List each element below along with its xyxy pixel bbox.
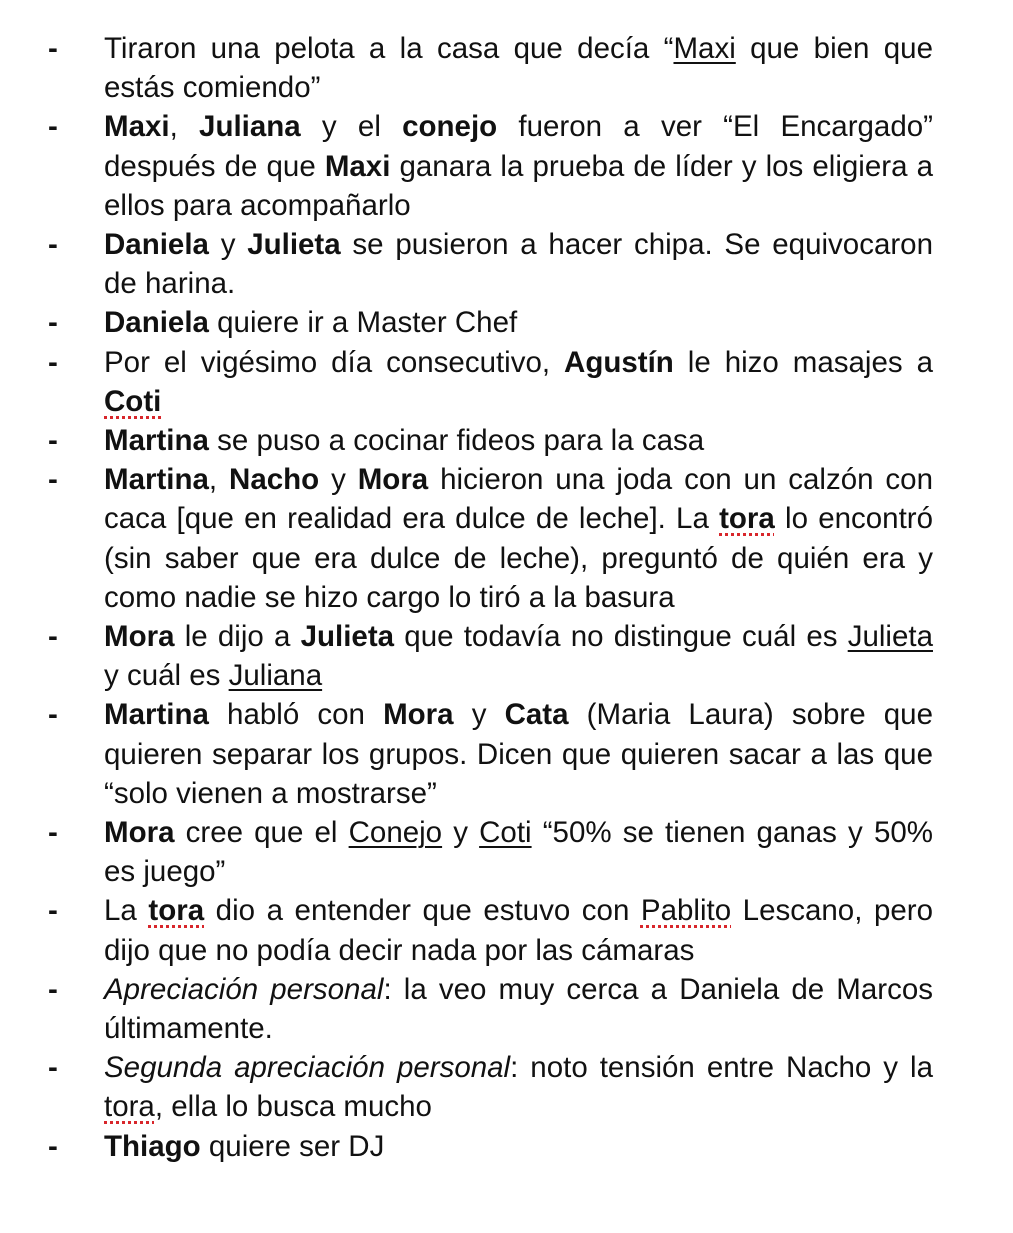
text-segment: se pusieron a hacer chipa. Se equivocaron de harina. — [104, 228, 933, 301]
text-segment: Mora — [104, 816, 175, 850]
text-segment: que bien que estás comiendo” — [104, 32, 933, 105]
bullet-dash: - — [48, 972, 58, 1006]
text-segment: habló con — [208, 698, 384, 732]
bullet-dash: - — [48, 228, 58, 262]
text-segment: Maxi — [673, 32, 736, 65]
list-item-text — [104, 228, 933, 300]
bullet-dash: - — [48, 424, 58, 458]
list-item-text — [104, 463, 933, 614]
list-item-text — [104, 973, 933, 1045]
list-item — [0, 225, 1013, 303]
list-item-text — [104, 1130, 384, 1163]
text-segment: tora — [719, 502, 775, 536]
list-item-text — [104, 698, 933, 809]
list-item-text — [104, 306, 517, 339]
text-segment: Daniela — [104, 228, 209, 262]
text-segment: que todavía no distingue cuál es — [394, 620, 848, 654]
text-segment: lo encontró (sin saber que era dulce de leche), preguntó de quién era y como nadie se hizo cargo lo tiró a la basura — [104, 502, 933, 614]
bullet-dash: - — [48, 894, 58, 928]
list-item-text — [104, 816, 933, 888]
text-segment: conejo — [402, 110, 498, 144]
text-segment: Apreciación personal — [104, 972, 384, 1006]
list-item — [0, 29, 1013, 107]
text-segment: Juliana — [228, 659, 323, 693]
text-segment: Martina — [104, 463, 209, 497]
list-item — [0, 891, 1013, 969]
text-segment: Cata — [504, 698, 569, 732]
text-segment: Conejo — [348, 816, 443, 850]
list-item — [0, 107, 1013, 225]
list-item-text — [104, 620, 933, 692]
text-segment: Agustín — [564, 345, 674, 379]
text-segment: y — [319, 463, 358, 497]
list-item — [0, 1127, 1013, 1166]
text-segment: La — [104, 894, 149, 928]
text-segment: le hizo masajes a — [673, 345, 933, 379]
bullet-dash: - — [48, 306, 58, 340]
text-segment: Maxi — [104, 110, 170, 144]
list-item — [0, 813, 1013, 891]
text-segment: Mora — [383, 698, 454, 732]
bullet-dash: - — [48, 110, 58, 144]
bullet-dash: - — [48, 463, 58, 497]
bullet-dash: - — [48, 816, 58, 850]
text-segment: quiere ser DJ — [200, 1129, 385, 1163]
text-segment: Coti — [479, 816, 532, 850]
text-segment: Pablito — [640, 894, 732, 928]
text-segment: ganara la prueba de líder y los eligiera a ellos para acompañarlo — [104, 149, 933, 222]
list-item-text — [104, 32, 933, 104]
text-segment: tora — [148, 894, 205, 928]
list-item-text — [104, 424, 704, 457]
text-segment: hicieron una joda con un calzón con caca [que en realidad era dulce de leche]. La — [104, 463, 933, 536]
text-segment: Thiago — [104, 1129, 201, 1163]
list-item-text — [104, 110, 933, 221]
text-segment: y — [208, 228, 248, 262]
list-item — [0, 1048, 1013, 1126]
list-item — [0, 617, 1013, 695]
text-segment: , — [208, 463, 230, 497]
text-segment: Julieta — [847, 620, 933, 654]
text-segment: Mora — [357, 463, 429, 497]
text-segment: “50% se tienen ganas y 50% es juego” — [104, 816, 933, 889]
text-segment: Julieta — [247, 228, 341, 262]
text-segment: (Maria Laura) sobre que quieren separar los grupos. Dicen que quieren sacar a las que “solo vienen a mostrarse” — [104, 698, 933, 810]
list-item-text — [104, 1051, 933, 1123]
text-segment: quiere ir a Master Chef — [208, 306, 518, 340]
list-item — [0, 695, 1013, 813]
bullet-dash: - — [48, 1051, 58, 1085]
list-item — [0, 303, 1013, 342]
text-segment: y cuál es — [104, 659, 229, 693]
text-segment: Por el vigésimo día consecutivo, — [104, 345, 565, 379]
text-segment: fueron a ver “El Encargado” después de que — [104, 110, 933, 183]
list-item — [0, 421, 1013, 460]
bullet-dash: - — [48, 620, 58, 654]
text-segment: Segunda apreciación personal — [104, 1051, 511, 1085]
text-segment: Coti — [104, 384, 162, 418]
text-segment: : la veo muy cerca a Daniela de Marcos últimamente. — [104, 972, 934, 1046]
text-segment: Julieta — [300, 620, 395, 654]
text-segment: le dijo a — [174, 620, 301, 654]
list-item — [0, 343, 1013, 421]
text-segment: cree que el — [174, 816, 349, 850]
list-item — [0, 460, 1013, 617]
text-segment: Martina — [104, 698, 209, 732]
bullet-dash: - — [48, 698, 58, 732]
text-segment: tora — [104, 1090, 155, 1124]
text-segment: se puso a cocinar fideos para la casa — [208, 424, 705, 458]
text-segment: y — [442, 816, 480, 850]
bullet-dash: - — [48, 1129, 58, 1163]
list-item — [0, 970, 1013, 1048]
text-segment: y — [453, 698, 505, 732]
text-segment: Martina — [104, 424, 209, 458]
bullet-dash: - — [48, 345, 58, 379]
text-segment: Maxi — [324, 149, 391, 183]
text-segment: Tiraron una pelota a la casa que decía “ — [104, 32, 674, 65]
text-segment: , — [169, 110, 200, 144]
text-segment: dio a entender que estuvo con — [204, 894, 641, 928]
text-segment: Daniela — [104, 306, 209, 340]
text-segment: Juliana — [199, 110, 301, 144]
text-segment: Mora — [104, 620, 175, 654]
text-segment: y el — [300, 110, 403, 144]
list-item-text — [104, 346, 933, 418]
text-segment: , ella lo busca mucho — [154, 1090, 432, 1124]
text-segment: Lescano, pero dijo que no podía decir nada por las cámaras — [104, 894, 933, 967]
list-item-text — [104, 894, 933, 966]
bullet-dash: - — [48, 32, 58, 65]
text-segment: : noto tensión entre Nacho y la — [510, 1051, 933, 1085]
text-segment: Nacho — [229, 463, 320, 497]
